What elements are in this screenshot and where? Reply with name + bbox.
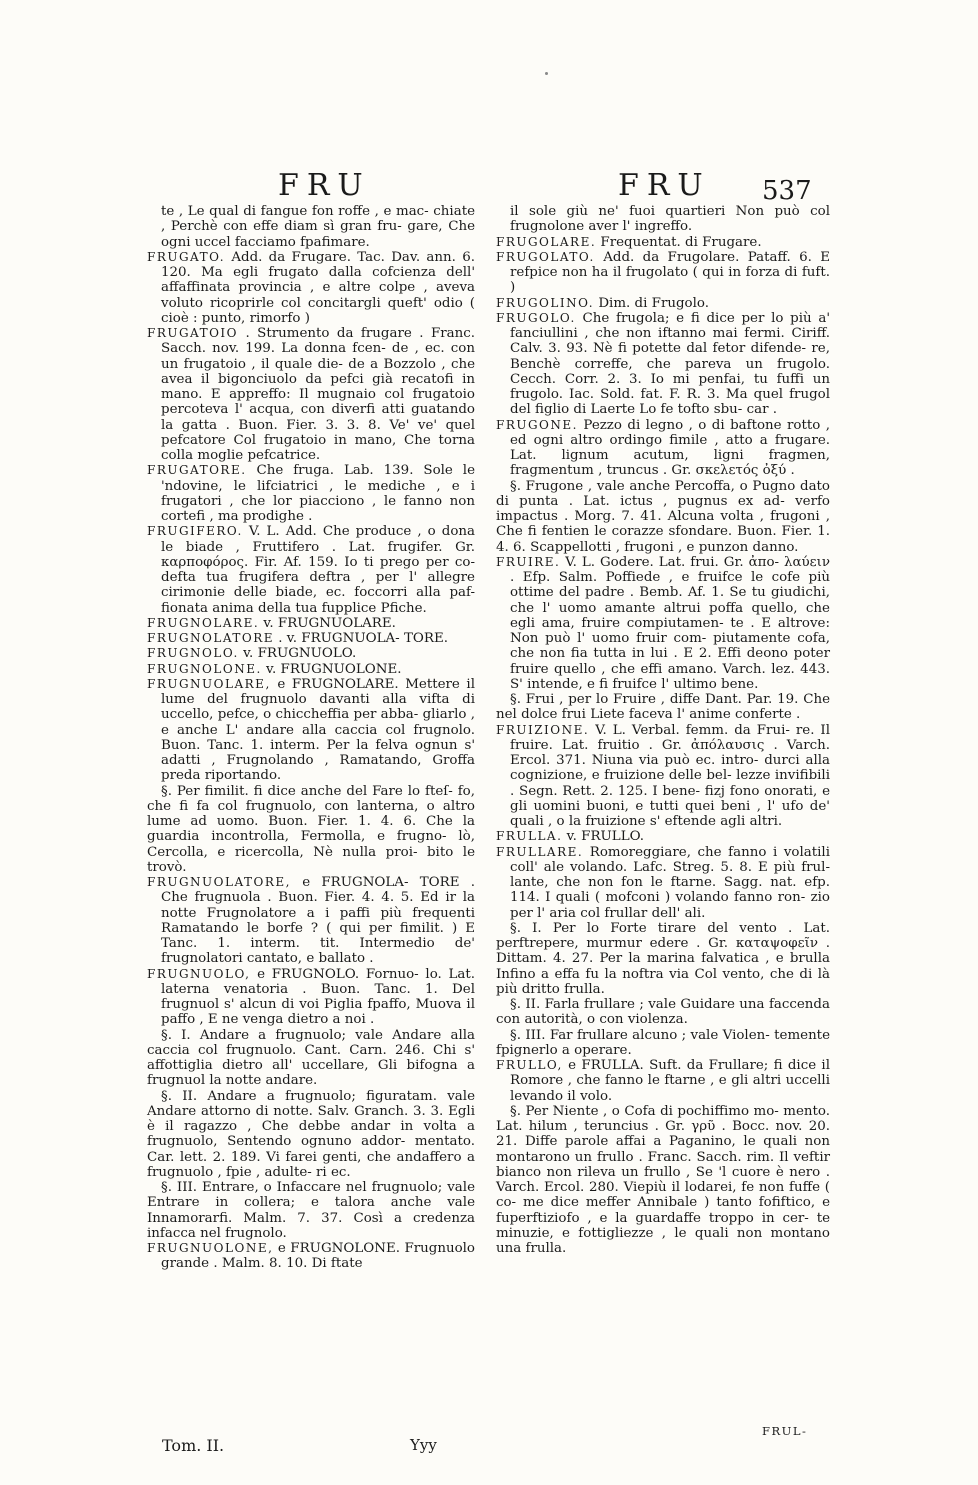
entry-subsection: §. Per Niente , o Cofa di pochiffimo mo- mento. Lat. hilum , teruncius . Gr. γρῦ . Bocc. nov. 20. 21. Diffe parole affai a Paganino, le quali non montarono un frullo . Franc. Sacch. rim. Il veftir bianco non rileva un frullo , Se 'l cuore è nero . Varch. Ercol. 280. Viepiù il lodarei, fe non fuffe ( co- me dice meffer Annibale ) tanto fofiftico, e fuperftiziofo , e la guardaffe troppo in cer- te minuzie, e fottigliezze , le quali non montano una frulla. [496,1103,830,1256]
entry-subsection: §. Per fimilit. fi dice anche del Fare lo fteſ- fo, che fi fa col frugnuolo, con lanterna, o altro lume ad uomo. Buon. Fier. 1. 4. 6. Che la guardia incontrolla, Fermolla, e frugno- lò, Cercolla, e ricercolla, Nè nulla proi- bito le trovò. [147,783,475,875]
entry-frulla: FRULLA. v. FRULLO. [496,829,645,845]
headword: FRUGATOIO [147,326,238,340]
entry-fruire: FRUIRE. V. L. Godere. Lat. frui. Gr. ἀπο- λαύειν . Efp. Salm. Poffiede , e fruifce le cofe più ottime del padre . Bemb. Af. 1. Se tu giudichi, che l' uomo amante altrui poffa quello, che egli ama, fruire compiutamen- te . E altrove: Non può l' uomo fruir com- piutamente cofa, che non fia tutta in lui . E 2. Effi deono poter fruire quello , che effi amano. Varch. lez. 443. S' intende, e fi fruifce l' ultimo bene. [496,554,830,692]
entry-frugolare: FRUGOLARE. Frequentat. di Frugare. [496,234,762,250]
entry-frugnuolo: FRUGNUOLO, e FRUGNOLO. Fornuo- lo. Lat. laterna venatoria . Buon. Tanc. 1. Del frugnuol s' alcun di voi Piglia fpaffo, Muova il paffo , E ne venga dietro a noi . [147,966,475,1028]
entry-frugato: FRUGATO. Add. da Frugare. Tac. Dav. ann. 6. 120. Ma egli frugato dalla cofcienza dell' affaffinata provincia , e altre colpe , aveva voluto ricoprirle col concitargli queft' odio ( cioè : punto, rimorfo ) [147,249,475,326]
headword: FRUGOLATO. [496,249,595,264]
running-head-right: FRU [618,168,711,203]
entry-frugnuolatore: FRUGNUOLATORE, e FRUGNOLA- TORE . Che frugnuola . Buon. Fier. 4. 4. 5. Ed ir la notte Frugnolatore a i paffi più frequenti Ramatando le borfe ? ( qui per fimilit. ) E Tanc. 1. interm. tit. Intermedio de' frugnolatori cantato, e ballato . [147,875,475,967]
left-column [147,204,475,1272]
catchword: FRUL- [762,1424,808,1438]
entry-frullo: FRULLO, e FRULLA. Suft. da Frullare; fi dice il Romore , che fanno le ftarne , e gli altri uccelli levando il volo. [496,1058,830,1104]
entry-frugone: FRUGONE. Pezzo di legno , o di baftone rotto , ed ogni altro ordingo fimile , atto a frugare. Lat. lignum acutum, ligni fragmen, fragmentum , truncus . Gr. σκελετός ὀξύ . [496,417,830,479]
headword: FRUGNUOLARE, [147,676,271,691]
entry-frugnolatore: FRUGNOLATORE . v. FRUGNUOLA- TORE. [147,631,448,646]
entry-continuation: il sole giù ne' fuoi quartieri Non può col frugnolone aver l' ingreffo. [510,204,830,235]
entry-frullare: FRULLARE. Romoreggiare, che fanno i volatili coll' ale volando. Lafc. Streg. 5. 8. E più frul- lante, che non fon le ftarne. Sagg. nat. efp. 114. I quali ( mofconi ) volando fanno ron- zio per l' aria col frullar dell' ali. [496,844,830,921]
right-column [496,204,830,1256]
headword: FRUGONE. [496,417,578,432]
headword: FRUGOLINO. [496,295,595,310]
headword: FRULLA. [496,829,563,844]
entry-frugolato: FRUGOLATO. Add. da Frugolare. Pataff. 6. E refpice non ha il frugolato ( qui in forza di fuft. ) [496,249,830,296]
entry-frugnolo: FRUGNOLO. v. FRUGNUOLO. [147,646,357,662]
headword: FRUGNOLATORE [147,631,275,645]
headword: FRUGNUOLATORE, [147,875,291,889]
headword: FRUIZIONE. [496,722,590,737]
headword: FRUGNOLONE. [147,661,262,676]
headword: FRUGNOLARE. [147,615,260,630]
entry-frugnuolone: FRUGNUOLONE, e FRUGNOLONE. Frugnuolo grande . Malm. 8. 10. Di ftate [147,1241,475,1272]
entry-frugnolare: FRUGNOLARE. v. FRUGNUOLARE. [147,615,396,631]
entry-frugnuolare: FRUGNUOLARE, e FRUGNOLARE. Mettere il lume del frugnuolo davanti alla vifta di uccello, pefce, o chiccheffia per abba- gliarlo , e anche L' andare alla caccia col frugnolo. Buon. Tanc. 1. interm. Per la felva ognun s' adatti , Frugnolando , Ramatando, Groffa preda riportando. [147,676,475,784]
headword: FRUGIFERO. [147,524,243,539]
volume-label: Tom. II. [162,1436,225,1455]
entry-frugolino: FRUGOLINO. Dim. di Frugolo. [496,295,709,311]
headword: FRULLARE. [496,844,584,859]
headword: FRUGATO. [147,249,226,264]
entry-subsection: §. II. Andare a frugnuolo; figuratam. vale Andare attorno di notte. Salv. Granch. 3. 3. Egli è il ragazzo , Che debbe andar in volta a frugnuolo, Sentendo ognuno addor- mentato. Car. lett. 2. 189. Vi farei genti, che andaffero a frugnuolo , fpie , adulte- ri ec. [147,1088,475,1180]
headword: FRULLO, [496,1058,563,1072]
entry-subsection: §. Frui , per lo Fruire , diffe Dant. Par. 19. Che nel dolce frui Liete faceva l' anime conferte . [496,692,830,723]
headword: FRUGOLARE. [496,234,597,249]
entry-subsection: §. III. Far frullare alcuno ; vale Violen- temente fpignerlo a operare. [496,1027,830,1058]
entry-subsection: §. II. Farla frullare ; vale Guidare una faccenda con autorità, o con violenza. [496,997,830,1028]
entry-fruizione: FRUIZIONE. V. L. Verbal. femm. da Frui- re. Il fruire. Lat. fruitio . Gr. ἀπόλαυσις . Varch. Ercol. 371. Niuna via può ec. intro- durci alla cognizione, e fruizione delle bel- lezze invifibili . Segn. Rett. 2. 125. I bene- fizj fono onorati, e gli uomini buoni, e tutti quei beni , l' ufo de' quali , o la fruizione s' eftende agli altri. [496,722,830,829]
entry-subsection: §. I. Andare a frugnuolo; vale Andare alla caccia col frugnuolo. Cant. Carn. 246. Chi s' affottiglia dietro all' uccellare, Gli bifogna a frugnuol la notte andare. [147,1027,475,1089]
signature-mark: Yyy [410,1436,437,1454]
page-number: 537 [762,176,812,206]
entry-frugatore: FRUGATORE. Che fruga. Lab. 139. Sole le 'ndovine, le lifciatrici , le mediche , e i frugatori , che lor piacciono , le fanno non cortefi , ma prodighe . [147,463,475,524]
running-head-left: FRU [278,168,371,203]
headword: FRUGNUOLONE, [147,1241,274,1255]
entry-continuation: te , Le qual di fangue fon roffe , e mac- chiate , Perchè con effe diam sì gran fru- gare, Che ogni uccel facciamo fpafimare. [161,204,475,250]
entry-frugolo: FRUGOLO. Che frugola; e fi dice per lo più a' fanciullini , che non iftanno mai fermi. Ciriff. Calv. 3. 93. Nè fi potette dal fetor difende- re, Benchè correffe, che pareva un frugolo. Cecch. Corr. 2. 3. Io mi penfai, tu fuffi un frugolo. Iac. Sold. fat. F. R. 3. Ma quel frugol del figlio di Laerte Lo fe tofto sbu- car . [496,310,830,418]
entry-subsection: §. I. Per lo Forte tirare del vento . Lat. perftrepere, murmur edere . Gr. καταψοφεῖν . Dittam. 4. 27. Per la marina falvatica , e brulla Infino a effa fu la noftra via Col vento, che di là più dritto frulla. [496,920,830,997]
entry-subsection: §. III. Entrare, o Infaccare nel frugnuolo; vale Entrare in collera; e talora anche vale Innamorarfi. Malm. 7. 37. Così a credenza infacca nel frugnolo. [147,1180,475,1241]
entry-frugifero: FRUGIFERO. V. L. Add. Che produce , o dona le biade , Fruttifero . Lat. frugifer. Gr. καρποφόρος. Fir. Af. 159. Io ti prego per co- defta tua frugifera deftra , per l' allegre cirimonie delle biade, ec. foccorri alla paf- fionata anima della tua fupplice Pfiche. [147,524,475,616]
headword: FRUGNUOLO, [147,966,251,981]
headword: FRUGNOLO. [147,646,239,661]
entry-frugnolone: FRUGNOLONE. v. FRUGNUOLONE. [147,661,402,677]
headword: FRUIRE. [496,554,561,569]
headword: FRUGATORE. [147,463,247,478]
headword: FRUGOLO. [496,310,576,325]
entry-subsection: §. Frugone , vale anche Percoffa, o Pugno dato di punta . Lat. ictus , pugnus ex ad- verfo impactus . Morg. 7. 41. Alcuna volta , frugoni , Che fi fentien le corazze sfondare. Buon. Fier. 1. 4. 6. Scappellotti , frugoni , e punzon danno. [496,478,830,555]
ink-speck [545,72,548,75]
entry-frugatoio: FRUGATOIO . Strumento da frugare . Franc. Sacch. nov. 199. La donna fcen- de , ec. con un frugatoio , il quale die- de a Bozzolo , che avea il bigonciuolo da pefci già recatofi in mano. E appreffo: Il mugnaio col frugatoio percoteva l' acqua, con diverfi atti guatando la gatta . Buon. Fier. 3. 3. 8. Ve' ve' quel pefcatore Col frugatoio in mano, Che torna colla moglie pefcatrice. [147,326,475,463]
